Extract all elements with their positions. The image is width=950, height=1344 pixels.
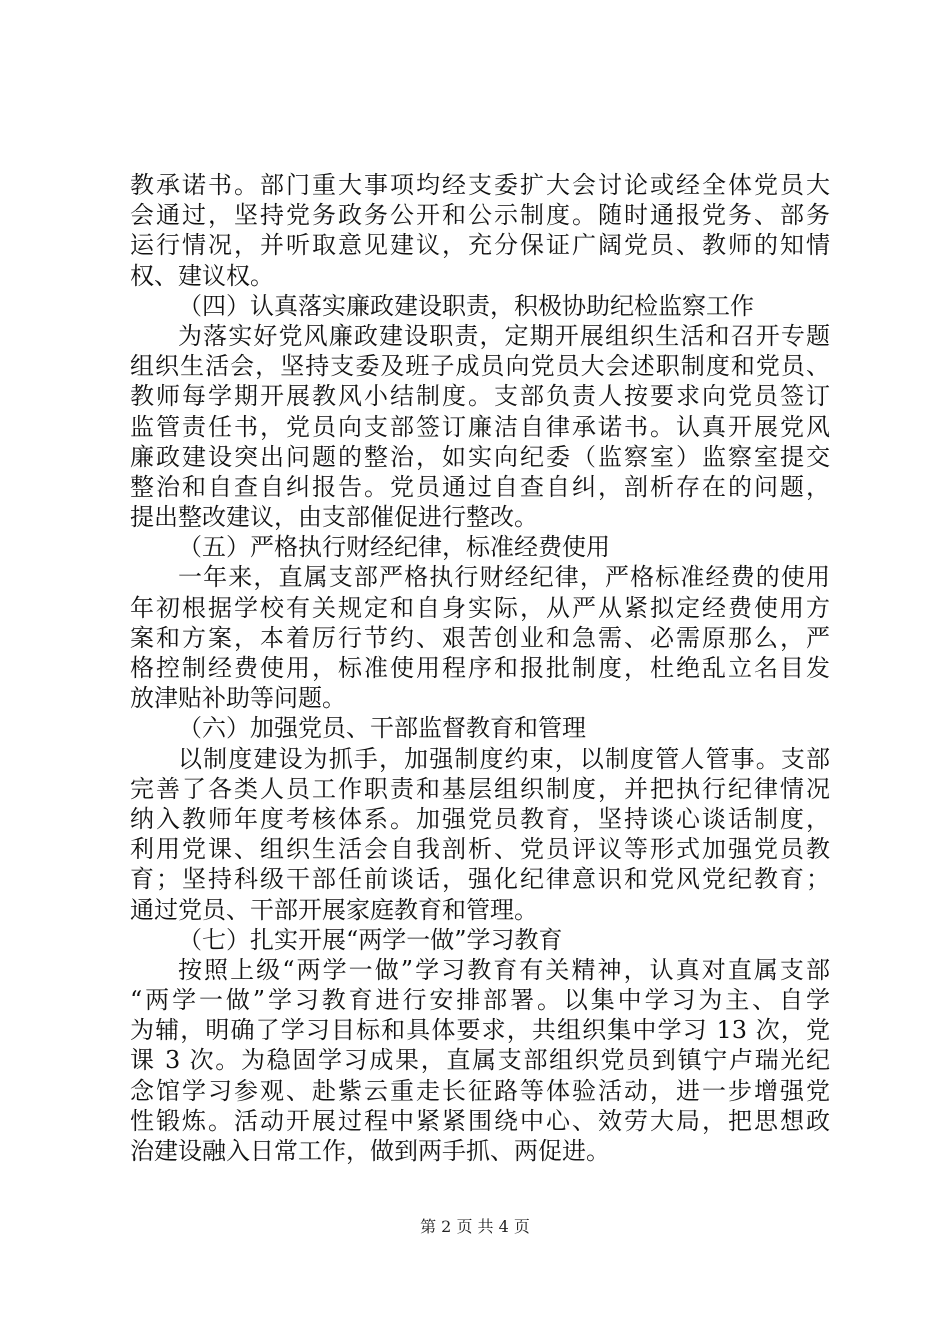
text-line: 按照上级“两学一做”学习教育有关精神，认真对直属支部 xyxy=(178,955,830,984)
text-line: 组织生活会，坚持支委及班子成员向党员大会述职制度和党员、 xyxy=(130,352,830,381)
text-line: 治建设融入日常工作，做到两手抓、两促进。 xyxy=(130,1137,610,1165)
text-line: 教承诺书。部门重大事项均经支委扩大会讨论或经全体党员大 xyxy=(130,171,830,199)
text-line: 纳入教师年度考核体系。加强党员教育，坚持谈心谈话制度， xyxy=(130,804,830,833)
text-line: 完善了各类人员工作职责和基层组织制度，并把执行纪律情况 xyxy=(130,774,830,803)
text-line: 育；坚持科级干部任前谈话，强化纪律意识和党风党纪教育； xyxy=(130,865,830,894)
page-number-footer: 第 2 页 共 4 页 xyxy=(420,1217,530,1236)
text-line: 为辅，明确了学习目标和具体要求，共组织集中学习 13 次，党 xyxy=(130,1016,830,1045)
text-line: 为落实好党风廉政建设职责，定期开展组织生活和召开专题 xyxy=(178,321,830,350)
section-heading-6: （六）加强党员、干部监督教育和管理 xyxy=(178,714,586,743)
text-line: 通过党员、干部开展家庭教育和管理。 xyxy=(130,895,538,924)
document-body xyxy=(130,170,830,1166)
text-line: 课 3 次。为稳固学习成果，直属支部组织党员到镇宁卢瑞光纪 xyxy=(130,1046,830,1075)
text-line: 放津贴补助等问题。 xyxy=(130,684,346,713)
section-heading-5: （五）严格执行财经纪律，标准经费使用 xyxy=(178,533,610,562)
text-line: 整治和自查自纠报告。党员通过自查自纠，剖析存在的问题， xyxy=(130,472,830,501)
text-line: 性锻炼。活动开展过程中紧紧围绕中心、效劳大局，把思想政 xyxy=(130,1106,830,1135)
text-line: 年初根据学校有关规定和自身实际，从严从紧拟定经费使用方 xyxy=(130,593,830,622)
text-line: 教师每学期开展教风小结制度。支部负责人按要求向党员签订 xyxy=(130,382,830,411)
text-line: “两学一做”学习教育进行安排部署。以集中学习为主、自学 xyxy=(130,986,830,1015)
text-line: 利用党课、组织生活会自我剖析、党员评议等形式加强党员教 xyxy=(130,835,830,864)
text-line: 廉政建设突出问题的整治，如实向纪委（监察室）监察室提交 xyxy=(130,442,830,471)
text-line: 会通过，坚持党务政务公开和公示制度。随时通报党务、部务 xyxy=(130,201,830,230)
text-line: 格控制经费使用，标准使用程序和报批制度，杜绝乱立名目发 xyxy=(130,654,830,682)
text-line: 以制度建设为抓手，加强制度约束，以制度管人管事。支部 xyxy=(178,744,830,773)
text-line: 提出整改建议，由支部催促进行整改。 xyxy=(130,503,538,532)
text-line: 监管责任书，党员向支部签订廉洁自律承诺书。认真开展党风 xyxy=(130,412,830,441)
text-line: 案和方案，本着厉行节约、艰苦创业和急需、必需原那么，严 xyxy=(130,623,830,652)
section-heading-4: （四）认真落实廉政建设职责，积极协助纪检监察工作 xyxy=(178,291,754,320)
text-line: 一年来，直属支部严格执行财经纪律，严格标准经费的使用 xyxy=(178,563,830,592)
text-line: 权、建议权。 xyxy=(130,261,274,290)
text-line: 运行情况，并听取意见建议，充分保证广阔党员、教师的知情 xyxy=(130,231,830,260)
text-line: 念馆学习参观、赴紫云重走长征路等体验活动，进一步增强党 xyxy=(130,1076,830,1105)
section-heading-7: （七）扎实开展“两学一做”学习教育 xyxy=(178,925,563,954)
